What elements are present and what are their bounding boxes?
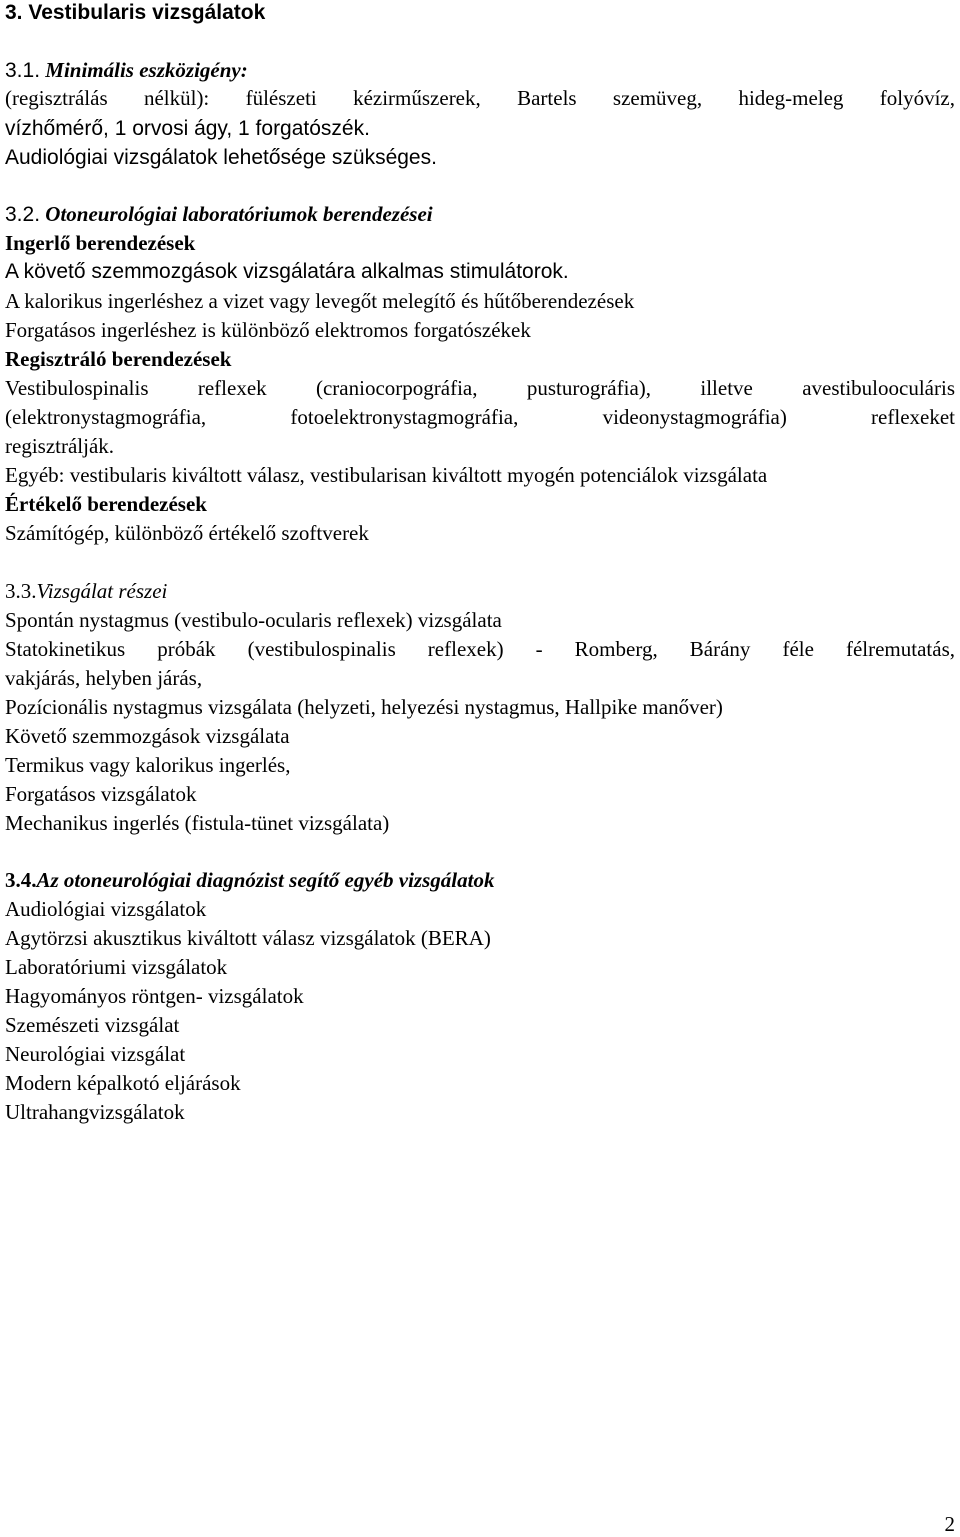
subsection-heading-3-1 bbox=[5, 57, 248, 84]
page-number: 2 bbox=[944, 1512, 955, 1536]
paragraph-line: Vestibulospinalis reflexek (craniocorpográfia, pusturográfia), illetve avestibulooculáris bbox=[5, 376, 955, 400]
list-item: Neurológiai vizsgálat bbox=[5, 1042, 186, 1066]
list-item: Laboratóriumi vizsgálatok bbox=[5, 955, 228, 979]
list-item: Mechanikus ingerlés (fistula-tünet vizsgálata) bbox=[5, 811, 390, 835]
paragraph-line: Egyéb: vestibularis kiváltott válasz, vestibularisan kiváltott myogén potenciálok vizsgálata bbox=[5, 463, 768, 487]
list-item: Forgatásos vizsgálatok bbox=[5, 782, 197, 806]
paragraph-line: (regisztrálás nélkül): fülészeti kézirműszerek, Bartels szemüveg, hideg-meleg folyóvíz, bbox=[5, 86, 955, 110]
subsection-heading-3-2 bbox=[5, 201, 433, 228]
subsection-number: 3.3. bbox=[5, 579, 37, 603]
paragraph-line: Audiológiai vizsgálatok lehetősége szükséges. bbox=[5, 146, 437, 169]
list-item: Hagyományos röntgen- vizsgálatok bbox=[5, 984, 304, 1008]
subsection-title: Vizsgálat részei bbox=[36, 579, 168, 603]
list-item: Szemészeti vizsgálat bbox=[5, 1013, 180, 1037]
paragraph-line: A kalorikus ingerléshez a vizet vagy levegőt melegítő és hűtőberendezések bbox=[5, 289, 635, 313]
paragraph-line: vízhőmérő, 1 orvosi ágy, 1 forgatószék. bbox=[5, 117, 370, 140]
paragraph-line: Számítógép, különböző értékelő szoftverek bbox=[5, 521, 369, 545]
paragraph-line: A követő szemmozgások vizsgálatára alkalmas stimulátorok. bbox=[5, 260, 569, 283]
sub-heading: Értékelő berendezések bbox=[5, 492, 207, 516]
list-item: vakjárás, helyben járás, bbox=[5, 666, 203, 690]
paragraph-line: (elektronystagmográfia, fotoelektronystagmográfia, videonystagmográfia) reflexeket bbox=[5, 405, 955, 429]
subsection-title: Az otoneurológiai diagnózist segítő egyéb vizsgálatok bbox=[36, 868, 495, 892]
section-heading: 3. Vestibularis vizsgálatok bbox=[5, 1, 266, 24]
list-item: Követő szemmozgások vizsgálata bbox=[5, 724, 290, 748]
paragraph-line: regisztrálják. bbox=[5, 434, 115, 458]
list-item: Ultrahangvizsgálatok bbox=[5, 1100, 185, 1124]
subsection-title: Otoneurológiai laboratóriumok berendezései bbox=[45, 202, 433, 226]
paragraph-line: Forgatásos ingerléshez is különböző elektromos forgatószékek bbox=[5, 318, 531, 342]
subsection-heading-3-4 bbox=[5, 867, 494, 893]
list-item: Agytörzsi akusztikus kiváltott válasz vizsgálatok (BERA) bbox=[5, 926, 491, 950]
subsection-title: Minimális eszközigény: bbox=[45, 58, 248, 82]
list-item: Spontán nystagmus (vestibulo-ocularis reflexek) vizsgálata bbox=[5, 608, 502, 632]
list-item: Modern képalkotó eljárások bbox=[5, 1071, 241, 1095]
subsection-heading-3-3 bbox=[5, 578, 167, 604]
list-item: Statokinetikus próbák (vestibulospinalis reflexek) - Romberg, Bárány féle félremutatás, bbox=[5, 637, 955, 661]
subsection-number: 3.2. bbox=[5, 203, 41, 226]
list-item: Pozícionális nystagmus vizsgálata (helyzeti, helyezési nystagmus, Hallpike manőver) bbox=[5, 695, 723, 719]
sub-heading: Regisztráló berendezések bbox=[5, 347, 232, 371]
sub-heading: Ingerlő berendezések bbox=[5, 231, 196, 255]
subsection-number: 3.1. bbox=[5, 59, 41, 82]
list-item: Termikus vagy kalorikus ingerlés, bbox=[5, 753, 291, 777]
list-item: Audiológiai vizsgálatok bbox=[5, 897, 207, 921]
subsection-number: 3.4. bbox=[5, 868, 37, 892]
